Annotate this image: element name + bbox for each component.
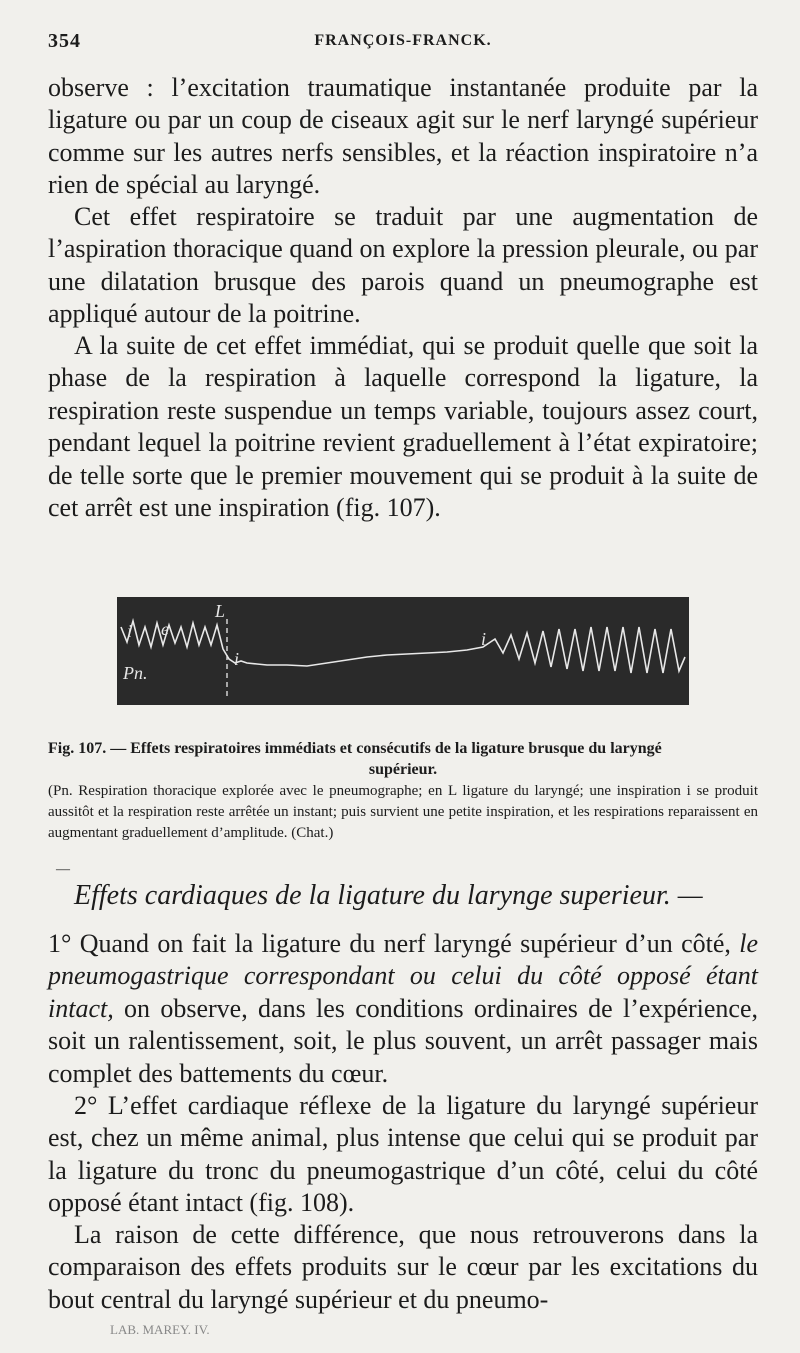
section-p1-end: on observe, dans les conditions ordinaires de l’expérience, soit un ralentissement, soit, le plus souvent, un arrêt passager mais complet des battements du cœur. <box>48 993 758 1088</box>
paragraph-2: Cet effet respiratoire se traduit par une augmentation de l’aspiration thoracique quand on explore la pression pleurale, ou par une dilatation brusque des parois quand un pneumographe est appliqué autour de la poitrine. <box>48 202 758 329</box>
label-L: L <box>215 601 226 621</box>
respiration-trace <box>121 621 685 673</box>
section-paragraph-2: 2° L’effet cardiaque réflexe de la ligature du laryngé supérieur est, chez un même animal, plus intense que celui qui se produit par la ligature du tronc du pneumogastrique d’un côté, celui du côté opposé étant intact (fig. 108). <box>48 1091 758 1218</box>
label-e: e <box>161 619 169 639</box>
caption-title-line2: supérieur. <box>368 761 438 778</box>
section-heading: Effets cardiaques de la ligature du larynge superieur. — <box>74 880 703 911</box>
label-i-right: i <box>481 629 487 649</box>
section-paragraph-1 <box>48 928 758 1090</box>
label-i-left: i <box>127 621 133 641</box>
caption-title-line1: Fig. 107. — Effets respiratoires immédiats et consécutifs de la ligature brusque du laryngé <box>48 740 662 757</box>
section-p1-italic: le pneumogastrique correspondant ou celui du côté opposé étant intact, <box>48 929 758 1023</box>
running-head: FRANÇOIS-FRANCK. <box>314 32 492 49</box>
page-number: 354 <box>48 30 81 52</box>
figure-107-tracing <box>117 597 689 705</box>
separator-dash: — <box>56 862 70 877</box>
figure-caption-title <box>48 738 758 780</box>
section-p1-start: 1° Quand on fait la ligature du nerf laryngé supérieur d’un côté, <box>48 929 731 958</box>
page-header <box>48 30 758 60</box>
figure-caption-description: (Pn. Respiration thoracique explorée avec le pneumographe; en L ligature du laryngé; une inspiration i se produit aussitôt et la respiration reste arrêtée un instant; puis survient une petite inspiration, et les respirations reparaissent en augmentant graduellement d’amplitude. (Chat.) <box>48 783 758 841</box>
label-i-mid: i <box>234 649 240 669</box>
paragraph-3: A la suite de cet effet immédiat, qui se produit quelle que soit la phase de la respiration à laquelle correspond la ligature, la respiration reste suspendue un temps variable, toujours assez court, pendant lequel la poitrine revient graduellement à l’état expiratoire; de telle sorte que le premier mouvement qui se produit à la suite de cet arrêt est une inspiration (fig. 107). <box>48 331 758 523</box>
section-paragraph-3: La raison de cette différence, que nous retrouverons dans la comparaison des effets produits sur le cœur par les excitations du bout central du laryngé supérieur et du pneumo- <box>48 1220 758 1314</box>
label-pn: Pn. <box>123 663 148 683</box>
paragraph-1: observe : l’excitation traumatique instantanée produite par la ligature ou par un coup de ciseaux agit sur le nerf laryngé supérieur comme sur les autres nerfs sensibles, et la réaction inspiratoire n’a rien de spécial au laryngé. <box>48 73 758 200</box>
footer-signature: LAB. MAREY. IV. <box>110 1322 210 1337</box>
pneumograph-trace-svg <box>117 597 689 705</box>
